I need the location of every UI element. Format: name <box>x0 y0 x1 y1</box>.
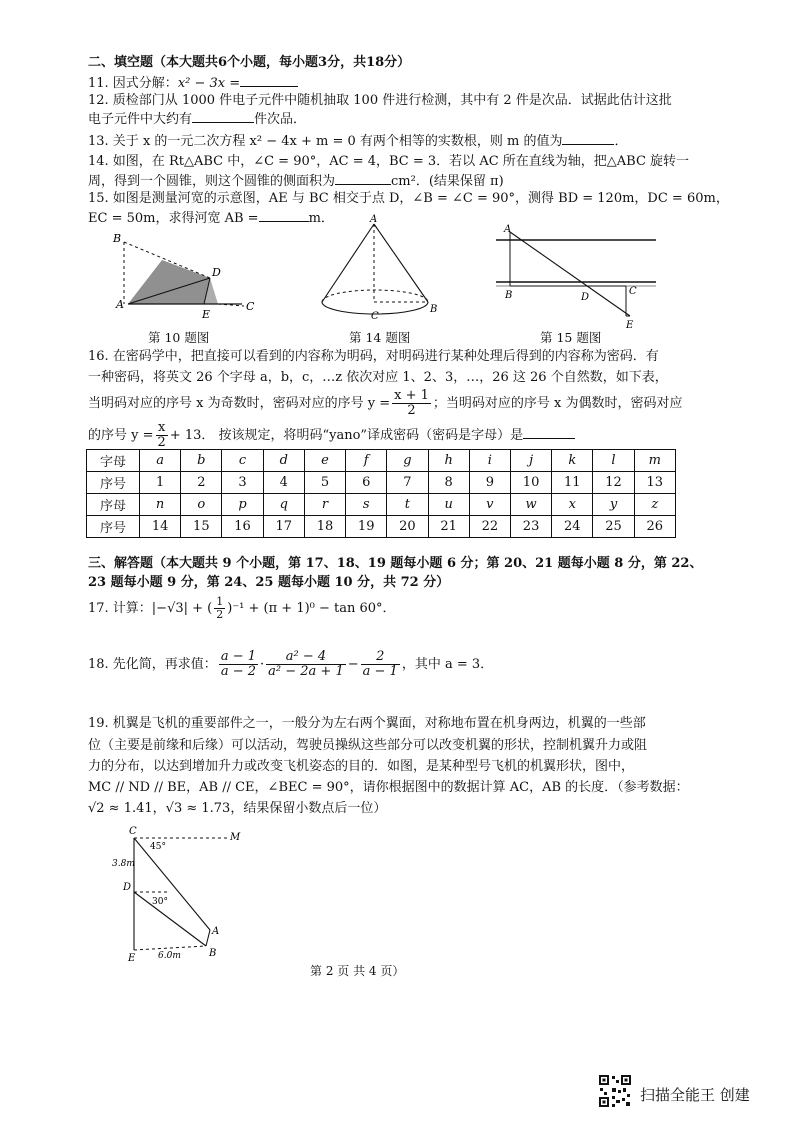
question-11 <box>88 73 298 93</box>
f15-label-e: E <box>626 320 634 330</box>
q18-frac1-num: a − 1 <box>220 649 256 664</box>
table-cell: d <box>263 450 304 472</box>
q13-text: 13. 关于 x 的一元二次方程 x² − 4x + m = 0 有两个相等的实数根，则 m 的值为 <box>88 134 563 149</box>
table-row <box>87 450 676 472</box>
q12-text-a: 电子元件中大约有 <box>88 112 193 127</box>
f19-angle-45: 45° <box>150 842 166 852</box>
table-cell: 10 <box>510 472 551 494</box>
page-footer: 第 2 页 共 4 页） <box>310 964 405 978</box>
table-cell: u <box>428 494 469 516</box>
q16-frac1-num: x + 1 <box>394 388 429 403</box>
f14-label-c: C <box>371 311 379 322</box>
figure-19 <box>110 822 250 962</box>
table-cell: g <box>387 450 428 472</box>
question-19-line5: √2 ≈ 1.41，√3 ≈ 1.73，结果保留小数点后一位） <box>88 801 387 816</box>
question-15-line2 <box>88 208 334 228</box>
table-cell: 26 <box>634 516 675 538</box>
question-14-line1: 14. 如图，在 Rt△ABC 中，∠C = 90°，AC = 4，BC = 3．若以 AC 所在直线为轴，把△ABC 旋转一 <box>88 154 690 169</box>
f15-label-a: A <box>504 224 512 235</box>
table-header-cell: 序号 <box>87 472 140 494</box>
figure-14 <box>316 214 442 326</box>
f10-label-e: E <box>202 308 211 320</box>
f15-label-d: D <box>581 292 590 303</box>
question-19-line4: MC // ND // BE，AB // CE，∠BEC = 90°，请你根据图中的数据计算 AC，AB 的长度．（参考数据： <box>88 780 689 795</box>
table-cell: t <box>387 494 428 516</box>
q14-text-b: cm²．(结果保留 π) <box>391 174 504 189</box>
f19-label-b: B <box>209 948 217 959</box>
table-cell: 18 <box>304 516 345 538</box>
f19-label-a: A <box>212 926 220 937</box>
q17-frac-den: 2 <box>216 608 224 621</box>
table-cell: 5 <box>304 472 345 494</box>
q16-text-4b: + 13． 按该规定，将明码“yano”译成密码（密码是字母）是 <box>169 428 524 443</box>
question-16-line1: 16. 在密码学中，把直接可以看到的内容称为明码，对明码进行某种处理后得到的内容称为密码．有 <box>88 349 659 364</box>
table-cell: m <box>634 450 675 472</box>
table-cell: f <box>346 450 387 472</box>
f10-label-c: C <box>246 300 255 313</box>
q11-expr: x² − 3x = <box>177 76 241 91</box>
q18-text-a: 18. 先化简，再求值： <box>88 657 217 672</box>
table-cell: 25 <box>593 516 634 538</box>
table-cell: 13 <box>634 472 675 494</box>
q13-end: ． <box>614 134 628 149</box>
table-cell: y <box>593 494 634 516</box>
question-19-line3: 力的分布，以达到增加升力或改变飞机姿态的目的．如图，是某种型号飞机的机翼形状，图中， <box>88 759 635 774</box>
table-cell: c <box>222 450 263 472</box>
table-cell: r <box>304 494 345 516</box>
q16-fraction-2 <box>156 421 168 450</box>
f19-label-e: E <box>128 953 136 962</box>
figure-15-caption: 第 15 题图 <box>540 330 602 345</box>
question-17 <box>88 592 396 626</box>
table-cell: 23 <box>510 516 551 538</box>
q13-blank[interactable] <box>562 131 614 145</box>
table-cell: 1 <box>140 472 181 494</box>
question-12-line2 <box>88 109 306 129</box>
q16-text-4a: 的序号 y = <box>88 428 154 443</box>
figure-15 <box>490 222 660 330</box>
table-cell: 3 <box>222 472 263 494</box>
table-cell: 21 <box>428 516 469 538</box>
table-cell: v <box>469 494 510 516</box>
table-cell: k <box>552 450 593 472</box>
table-row <box>87 494 676 516</box>
f19-angle-30: 30° <box>152 897 168 907</box>
q11-text: 11. 因式分解： <box>88 76 178 91</box>
q18-fraction-3 <box>361 650 400 679</box>
table-cell: 19 <box>346 516 387 538</box>
table-row <box>87 472 676 494</box>
q15-text-b: m． <box>308 211 334 226</box>
q16-text-3b: ；当明码对应的序号 x 为偶数时，密码对应 <box>432 396 683 411</box>
table-cell: w <box>510 494 551 516</box>
scanner-brand: 扫描全能王 创建 <box>640 1086 750 1104</box>
f19-label-d: D <box>123 882 132 893</box>
table-header-cell: 字母 <box>87 450 140 472</box>
q16-frac2-den: 2 <box>157 435 166 450</box>
table-cell: 16 <box>222 516 263 538</box>
q18-dot: · <box>260 657 265 672</box>
q16-fraction-1 <box>392 389 431 418</box>
f19-label-m: M <box>230 832 241 843</box>
table-cell: i <box>469 450 510 472</box>
table-cell: 14 <box>140 516 181 538</box>
table-cell: 24 <box>552 516 593 538</box>
question-13 <box>88 131 628 151</box>
table-cell: o <box>181 494 222 516</box>
table-cell: h <box>428 450 469 472</box>
q15-text-a: EC = 50m，求得河宽 AB = <box>88 211 259 226</box>
table-cell: e <box>304 450 345 472</box>
table-cell: 4 <box>263 472 304 494</box>
f19-length-3-8: 3.8m <box>112 859 135 869</box>
q18-fraction-2 <box>266 650 346 679</box>
f10-label-b: B <box>113 232 122 245</box>
table-header-cell: 序母 <box>87 494 140 516</box>
question-16-line2: 一种密码，将英文 26 个字母 a，b，c，…z 依次对应 1、2、3，…，26 这 26 个自然数，如下表， <box>88 370 668 385</box>
table-cell: 9 <box>469 472 510 494</box>
q18-frac2-den: a² − 2a + 1 <box>268 664 344 679</box>
section-2-title: 二、填空题（本大题共6个小题，每小题3分，共18分） <box>88 55 411 70</box>
question-15-line1: 15. 如图是测量河宽的示意图，AE 与 BC 相交于点 D，∠B = ∠C = 90°，测得 BD = 120m，DC = 60m， <box>88 191 729 206</box>
q14-blank[interactable] <box>335 171 391 185</box>
table-cell: p <box>222 494 263 516</box>
table-cell: q <box>263 494 304 516</box>
table-cell: 15 <box>181 516 222 538</box>
section-3-title-line2: 23 题每小题 9 分，第 24、25 题每小题 10 分，共 72 分） <box>88 575 450 590</box>
q15-blank[interactable] <box>259 208 309 222</box>
figure-10-caption: 第 10 题图 <box>148 330 210 345</box>
cipher-table <box>86 449 676 538</box>
table-cell: b <box>181 450 222 472</box>
f14-label-b: B <box>430 304 438 315</box>
table-cell: 20 <box>387 516 428 538</box>
q17-fraction <box>214 596 225 621</box>
table-cell: 6 <box>346 472 387 494</box>
f15-label-b: B <box>505 290 513 301</box>
q17-frac-num: 1 <box>216 595 224 608</box>
question-14-line2 <box>88 171 504 191</box>
f15-label-c: C <box>629 286 637 297</box>
figure-14-caption: 第 14 题图 <box>349 330 411 345</box>
table-cell: j <box>510 450 551 472</box>
q18-text-b: ，其中 a = 3． <box>401 657 494 672</box>
q17-text-b: )⁻¹ + (π + 1)⁰ − tan 60°． <box>227 601 396 616</box>
f10-label-a: A <box>116 298 124 311</box>
table-cell: 7 <box>387 472 428 494</box>
q14-text-a: 周，得到一个圆锥，则这个圆锥的侧面积为 <box>88 174 336 189</box>
qr-code-icon <box>598 1074 632 1108</box>
table-cell: 12 <box>593 472 634 494</box>
table-header-cell: 序号 <box>87 516 140 538</box>
question-19-line1: 19. 机翼是飞机的重要部件之一，一般分为左右两个翼面，对称地布置在机身两边，机翼的一些部 <box>88 716 646 731</box>
q18-frac1-den: a − 2 <box>220 664 256 679</box>
q16-frac2-num: x <box>156 421 168 436</box>
figure-10 <box>110 228 260 320</box>
table-cell: x <box>552 494 593 516</box>
f10-label-d: D <box>212 266 221 279</box>
table-cell: 2 <box>181 472 222 494</box>
q18-frac3-den: a − 1 <box>362 664 398 679</box>
f19-length-6-0: 6.0m <box>158 951 181 961</box>
table-cell: 22 <box>469 516 510 538</box>
table-cell: z <box>634 494 675 516</box>
q16-frac1-den: 2 <box>407 403 416 418</box>
table-row <box>87 516 676 538</box>
question-12-line1: 12. 质检部门从 1000 件电子元件中随机抽取 100 件进行检测，其中有 2 件是次品．试据此估计这批 <box>88 93 672 108</box>
q11-blank[interactable] <box>240 73 298 87</box>
f19-label-c: C <box>129 826 137 837</box>
q16-blank[interactable] <box>523 425 575 439</box>
q18-minus: − <box>347 657 359 672</box>
f14-label-a: A <box>370 214 378 225</box>
table-cell: s <box>346 494 387 516</box>
table-cell: l <box>593 450 634 472</box>
q12-blank[interactable] <box>192 109 254 123</box>
section-3-title-line1: 三、解答题（本大题共 9 个小题，第 17、18、19 题每小题 6 分；第 20、21 题每小题 8 分，第 22、 <box>88 556 703 571</box>
q18-fraction-1 <box>219 650 258 679</box>
q12-text-b: 件次品． <box>254 112 307 127</box>
q18-frac2-num: a² − 4 <box>266 650 346 665</box>
table-cell: n <box>140 494 181 516</box>
question-19-line2: 位（主要是前缘和后缘）可以活动，驾驶员操纵这些部分可以改变机翼的形状，控制机翼升力或阻 <box>88 738 648 753</box>
table-cell: 8 <box>428 472 469 494</box>
table-cell: 11 <box>552 472 593 494</box>
q18-frac3-num: 2 <box>361 650 400 665</box>
question-18 <box>88 645 493 685</box>
table-cell: 17 <box>263 516 304 538</box>
q17-text-a: 17. 计算：|−√3| + ( <box>88 601 213 616</box>
table-cell: a <box>140 450 181 472</box>
q16-text-3a: 当明码对应的序号 x 为奇数时，密码对应的序号 y = <box>88 396 391 411</box>
